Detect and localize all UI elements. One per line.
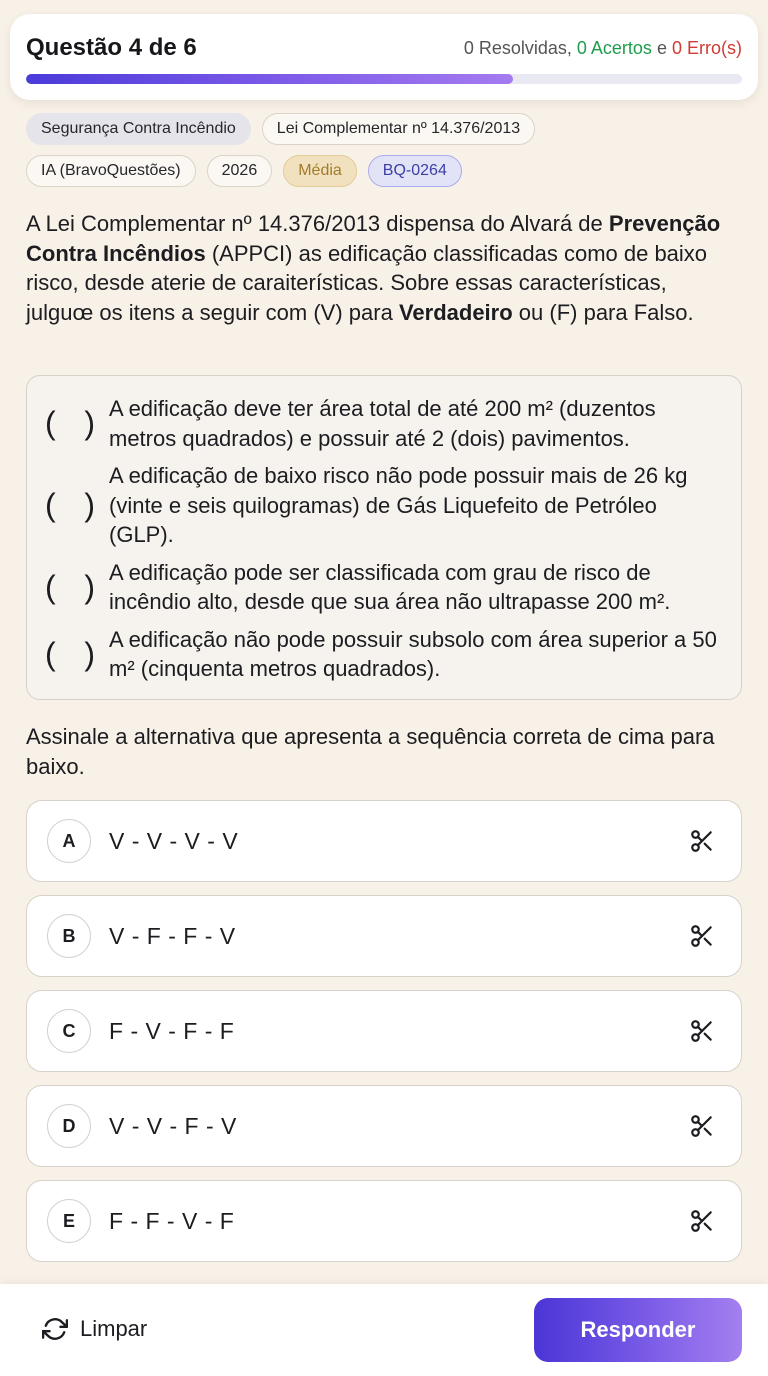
option-text: V - F - F - V (109, 922, 236, 949)
option-letter: E (47, 1199, 91, 1243)
tag-difficulty[interactable]: Média (283, 155, 357, 187)
list-item (43, 625, 727, 684)
answer-blank (43, 461, 109, 550)
clear-label: Limpar (80, 1316, 148, 1341)
paren-close: ) (84, 635, 95, 672)
question-counter: Questão 4 de 6 (26, 34, 197, 61)
paren-open: ( (45, 635, 56, 672)
statement-bold-1: Prevenção Contra Incêndios (26, 211, 721, 266)
item-text: A edificação pode ser classificada com grau de risco de incêndio alto, desde que sua área não ultrapasse 200 m². (109, 559, 671, 614)
option-letter: A (47, 819, 91, 863)
option-c[interactable] (26, 990, 742, 1072)
score-summary (464, 38, 742, 59)
scissors-icon[interactable] (689, 1018, 715, 1044)
tag-law[interactable]: Lei Complementar nº 14.376/2013 (262, 113, 535, 145)
option-d[interactable] (26, 1085, 742, 1167)
question-instruction: Assinale a alternativa que apresenta a sequência correta de cima para baixo. (26, 724, 715, 779)
question-header (10, 14, 758, 100)
scissors-icon[interactable] (689, 828, 715, 854)
true-false-items (26, 375, 742, 700)
statement-bold-2: Verdadeiro (398, 299, 513, 325)
option-a[interactable] (26, 800, 742, 882)
tag-question-id[interactable]: BQ-0264 (368, 155, 462, 187)
item-text: A edificação de baixo risco não pode possuir mais de 26 kg (vinte e seis quilogramas) de Gás Liquefeito de Petróleo (GLP). (109, 463, 688, 547)
paren-close: ) (84, 486, 95, 523)
option-text: V - V - V - V (109, 827, 239, 854)
progress-bar (26, 74, 742, 84)
stats-connector: e (656, 37, 667, 58)
item-text: A edificação não pode possuir subsolo com área superior a 50 m² (cinquenta metros quadrados). (109, 626, 717, 681)
option-b[interactable] (26, 895, 742, 977)
scissors-icon[interactable] (689, 1208, 715, 1234)
statement-part-1: A Lei Complementar nº 14.376/2013 dispensa do Alvará de (26, 211, 603, 236)
answer-options (26, 800, 742, 1275)
answer-blank (43, 558, 109, 617)
action-footer (0, 1284, 768, 1376)
option-text: V - V - F - V (109, 1112, 237, 1139)
option-letter: B (47, 914, 91, 958)
scissors-icon[interactable] (689, 923, 715, 949)
tag-subject[interactable]: Segurança Contra Incêndio (26, 113, 251, 145)
option-letter: D (47, 1104, 91, 1148)
answer-blank (43, 625, 109, 684)
option-letter: C (47, 1009, 91, 1053)
paren-open: ( (45, 405, 56, 441)
paren-close: ) (84, 405, 95, 441)
question-tags (26, 113, 746, 197)
paren-close: ) (84, 568, 95, 605)
tag-year[interactable]: 2026 (207, 155, 273, 187)
submit-answer-button[interactable]: Responder (534, 1298, 742, 1362)
progress-bar-fill (26, 74, 513, 84)
errors-count: 0 Erro(s) (671, 37, 742, 58)
option-text: F - F - V - F (109, 1207, 235, 1234)
hits-count: 0 Acertos (576, 37, 652, 58)
answer-blank (43, 394, 109, 453)
tag-source[interactable]: IA (BravoQuestões) (26, 155, 196, 187)
paren-open: ( (45, 568, 56, 605)
refresh-icon (42, 1316, 68, 1342)
option-text: F - V - F - F (109, 1017, 235, 1044)
list-item (43, 461, 727, 550)
scissors-icon[interactable] (689, 1113, 715, 1139)
list-item (43, 394, 727, 453)
paren-open: ( (45, 486, 56, 523)
option-e[interactable] (26, 1180, 742, 1262)
list-item (43, 558, 727, 617)
statement-part-2: (APPCI) as edificação classificadas como de baixo risco, desde aterie de caraiterísticas. Sobre essas características, julguœ os itens a seguir com (V) para (26, 240, 708, 325)
item-text: A edificação deve ter área total de até 200 m² (duzentos metros quadrados) e possuir até 2 (dois) pavimentos. (109, 396, 656, 451)
question-statement (26, 209, 736, 327)
statement-part-3: ou (F) para Falso. (518, 299, 694, 325)
clear-button[interactable] (42, 1316, 147, 1342)
resolved-count: 0 Resolvidas, (463, 37, 572, 58)
